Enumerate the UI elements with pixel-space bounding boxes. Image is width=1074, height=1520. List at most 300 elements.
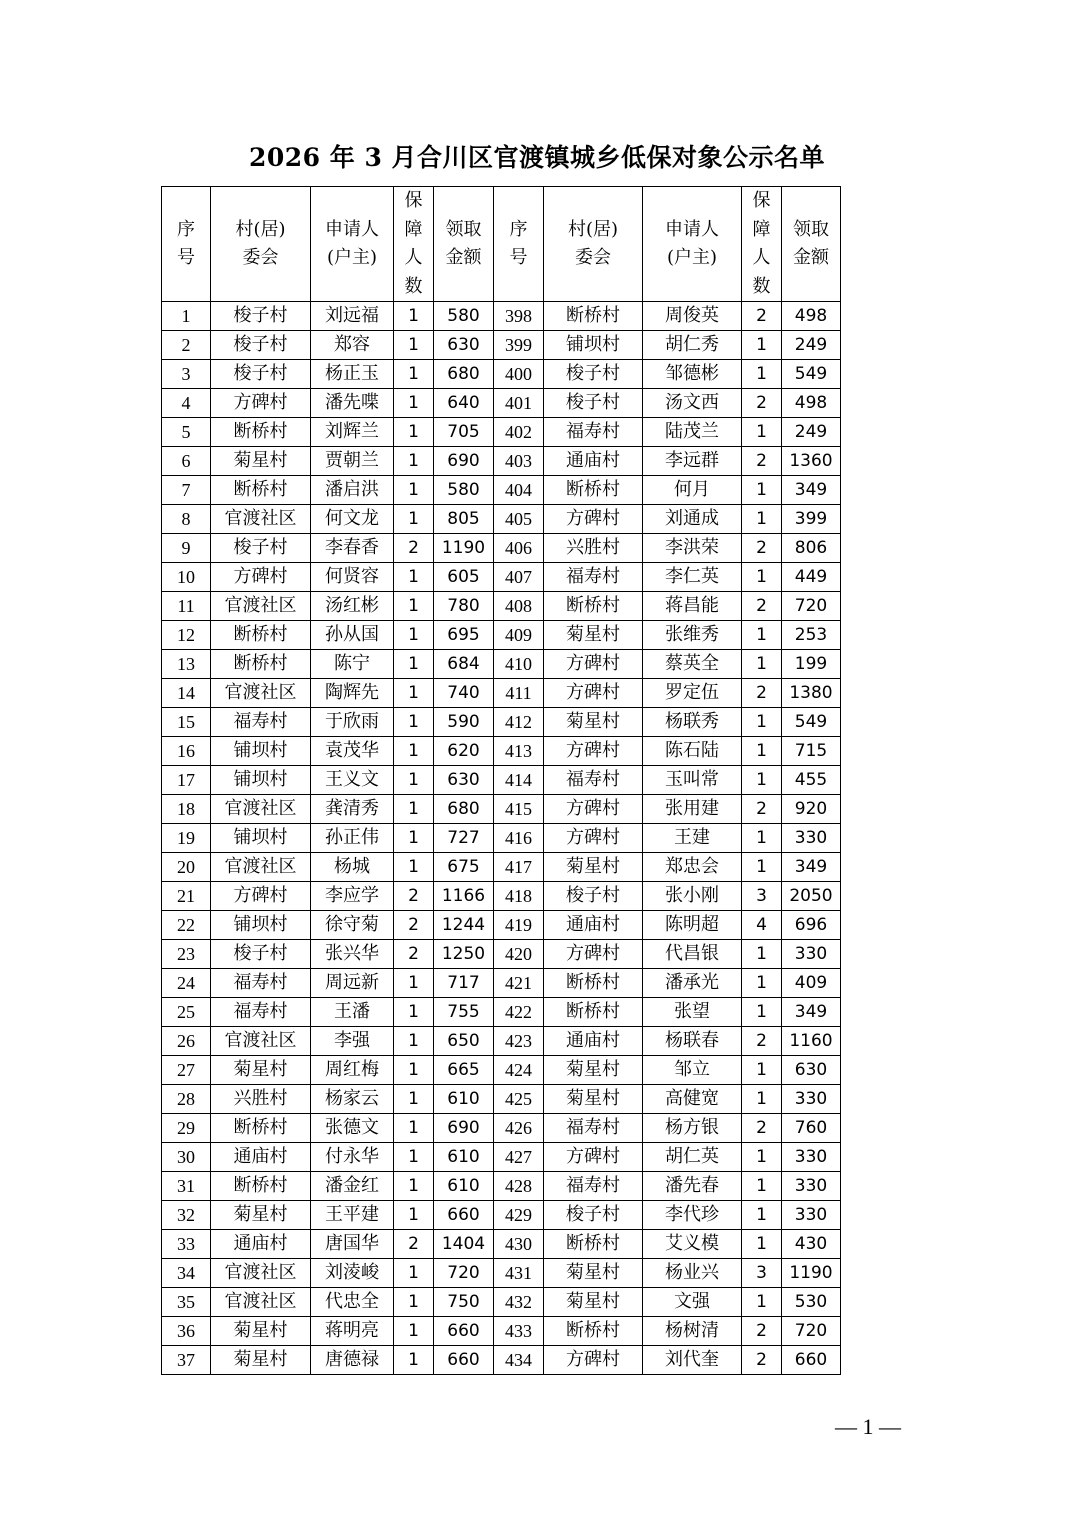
header-line: 序 [177,218,195,240]
applicant-cell: 何文龙 [311,505,394,534]
applicant-cell: 龚清秀 [311,795,394,824]
amount-cell: 660 [782,1346,841,1375]
covered-count-cell: 1 [742,331,782,360]
village-cell: 官渡社区 [211,1027,311,1056]
table-row [162,737,841,766]
applicant-cell: 付永华 [311,1143,394,1172]
amount-cell: 1160 [782,1027,841,1056]
amount-cell: 330 [782,1172,841,1201]
applicant-cell: 杨树清 [643,1317,742,1346]
covered-count-cell: 1 [394,418,434,447]
applicant-cell: 孙从国 [311,621,394,650]
covered-count-cell: 1 [742,1172,782,1201]
amount-cell: 715 [782,737,841,766]
covered-count-cell: 1 [742,360,782,389]
header-line: 序 [509,218,528,240]
applicant-cell: 潘启洪 [311,476,394,505]
village-cell: 福寿村 [211,998,311,1027]
amount-cell: 2050 [782,882,841,911]
applicant-cell: 李远群 [643,447,742,476]
table-row [162,1172,841,1201]
covered-count-cell: 1 [742,1056,782,1085]
applicant-cell: 李仁英 [643,563,742,592]
covered-count-cell: 1 [742,969,782,998]
applicant-cell: 杨联春 [643,1027,742,1056]
header-applicant-2 [643,187,742,302]
village-cell: 梭子村 [544,389,643,418]
table-row [162,505,841,534]
village-cell: 方碑村 [544,679,643,708]
applicant-cell: 张兴华 [311,940,394,969]
header-line: 领取 [445,218,482,240]
header-line: 数 [752,275,771,297]
seq-cell: 21 [162,882,211,911]
seq-cell: 434 [494,1346,544,1375]
applicant-cell: 刘辉兰 [311,418,394,447]
village-cell: 梭子村 [211,331,311,360]
applicant-cell: 蒋昌能 [643,592,742,621]
covered-count-cell: 1 [742,1143,782,1172]
amount-cell: 720 [434,1259,494,1288]
seq-cell: 19 [162,824,211,853]
covered-count-cell: 1 [394,969,434,998]
covered-count-cell: 1 [394,476,434,505]
covered-count-cell: 1 [394,1172,434,1201]
applicant-cell: 于欣雨 [311,708,394,737]
amount-cell: 705 [434,418,494,447]
amount-cell: 349 [782,998,841,1027]
header-village-2 [544,187,643,302]
seq-cell: 5 [162,418,211,447]
amount-cell: 530 [782,1288,841,1317]
header-line: 号 [509,247,528,268]
seq-cell: 423 [494,1027,544,1056]
table-row [162,679,841,708]
amount-cell: 640 [434,389,494,418]
seq-cell: 16 [162,737,211,766]
amount-cell: 1360 [782,447,841,476]
village-cell: 梭子村 [544,882,643,911]
applicant-cell: 杨家云 [311,1085,394,1114]
table-body [162,302,841,1375]
village-cell: 菊星村 [211,1317,311,1346]
applicant-cell: 李代珍 [643,1201,742,1230]
village-cell: 梭子村 [211,940,311,969]
covered-count-cell: 1 [742,563,782,592]
table-row [162,331,841,360]
applicant-cell: 郑忠会 [643,853,742,882]
amount-cell: 717 [434,969,494,998]
village-cell: 官渡社区 [211,505,311,534]
table-row [162,1346,841,1375]
village-cell: 菊星村 [544,1288,643,1317]
header-amount [434,187,494,302]
amount-cell: 549 [782,708,841,737]
seq-cell: 30 [162,1143,211,1172]
amount-cell: 806 [782,534,841,563]
covered-count-cell: 1 [394,708,434,737]
covered-count-cell: 2 [394,882,434,911]
covered-count-cell: 3 [742,1259,782,1288]
village-cell: 梭子村 [211,360,311,389]
amount-cell: 1380 [782,679,841,708]
village-cell: 铺坝村 [211,737,311,766]
seq-cell: 422 [494,998,544,1027]
table-row [162,1201,841,1230]
header-line: 保 [404,190,423,211]
applicant-cell: 陆茂兰 [643,418,742,447]
applicant-cell: 邹德彬 [643,360,742,389]
seq-cell: 398 [494,302,544,331]
table-row [162,1114,841,1143]
applicant-cell: 周俊英 [643,302,742,331]
table-row [162,1317,841,1346]
document-title: 2026 年 3 月合川区官渡镇城乡低保对象公示名单 [248,143,826,172]
covered-count-cell: 2 [394,534,434,563]
table-row [162,882,841,911]
applicant-cell: 贾朝兰 [311,447,394,476]
header-line: 领取 [793,218,829,240]
covered-count-cell: 1 [394,360,434,389]
amount-cell: 349 [782,476,841,505]
covered-count-cell: 1 [394,998,434,1027]
village-cell: 兴胜村 [544,534,643,563]
seq-cell: 415 [494,795,544,824]
covered-count-cell: 1 [742,1085,782,1114]
applicant-cell: 郑容 [311,331,394,360]
village-cell: 断桥村 [211,1172,311,1201]
table-row [162,476,841,505]
header-line: 村(居) [235,218,286,240]
seq-cell: 24 [162,969,211,998]
amount-cell: 399 [782,505,841,534]
applicant-cell: 潘金红 [311,1172,394,1201]
seq-cell: 12 [162,621,211,650]
village-cell: 菊星村 [211,1056,311,1085]
village-cell: 菊星村 [544,1056,643,1085]
covered-count-cell: 1 [394,853,434,882]
applicant-cell: 陈石陆 [643,737,742,766]
seq-cell: 427 [494,1143,544,1172]
village-cell: 方碑村 [544,505,643,534]
village-cell: 方碑村 [544,824,643,853]
covered-count-cell: 1 [394,1201,434,1230]
amount-cell: 330 [782,1143,841,1172]
seq-cell: 29 [162,1114,211,1143]
applicant-cell: 张德文 [311,1114,394,1143]
amount-cell: 249 [782,331,841,360]
applicant-cell: 袁茂华 [311,737,394,766]
covered-count-cell: 1 [394,650,434,679]
amount-cell: 253 [782,621,841,650]
covered-count-cell: 1 [394,447,434,476]
amount-cell: 449 [782,563,841,592]
amount-cell: 1190 [782,1259,841,1288]
covered-count-cell: 1 [394,1143,434,1172]
applicant-cell: 刘淩峻 [311,1259,394,1288]
amount-cell: 498 [782,302,841,331]
village-cell: 铺坝村 [211,824,311,853]
applicant-cell: 周红梅 [311,1056,394,1085]
seq-cell: 14 [162,679,211,708]
header-line: 障 [404,218,423,240]
amount-cell: 650 [434,1027,494,1056]
amount-cell: 610 [434,1085,494,1114]
amount-cell: 620 [434,737,494,766]
seq-cell: 1 [162,302,211,331]
covered-count-cell: 1 [394,389,434,418]
applicant-cell: 艾义模 [643,1230,742,1259]
village-cell: 福寿村 [544,563,643,592]
covered-count-cell: 1 [742,853,782,882]
table-row [162,302,841,331]
seq-cell: 409 [494,621,544,650]
covered-count-cell: 1 [394,824,434,853]
applicant-cell: 蔡英全 [643,650,742,679]
covered-count-cell: 1 [394,331,434,360]
amount-cell: 549 [782,360,841,389]
covered-count-cell: 1 [742,708,782,737]
header-line: (户主) [666,247,718,268]
applicant-cell: 李洪荣 [643,534,742,563]
seq-cell: 27 [162,1056,211,1085]
seq-cell: 430 [494,1230,544,1259]
applicant-cell: 潘先喋 [311,389,394,418]
applicant-cell: 何贤容 [311,563,394,592]
covered-count-cell: 2 [394,911,434,940]
village-cell: 福寿村 [544,1114,643,1143]
amount-cell: 696 [782,911,841,940]
village-cell: 菊星村 [544,1085,643,1114]
seq-cell: 401 [494,389,544,418]
amount-cell: 760 [782,1114,841,1143]
applicant-cell: 玉叫常 [643,766,742,795]
covered-count-cell: 1 [742,824,782,853]
header-covered-count [394,187,434,302]
applicant-cell: 胡仁秀 [643,331,742,360]
applicant-cell: 张小刚 [643,882,742,911]
covered-count-cell: 2 [742,534,782,563]
covered-count-cell: 1 [394,1085,434,1114]
seq-cell: 28 [162,1085,211,1114]
applicant-cell: 王平建 [311,1201,394,1230]
amount-cell: 680 [434,795,494,824]
amount-cell: 805 [434,505,494,534]
header-line: 人 [752,247,771,268]
covered-count-cell: 1 [394,1288,434,1317]
village-cell: 兴胜村 [211,1085,311,1114]
amount-cell: 684 [434,650,494,679]
seq-cell: 18 [162,795,211,824]
covered-count-cell: 2 [742,302,782,331]
header-line: (户主) [326,247,378,268]
amount-cell: 720 [782,592,841,621]
seq-cell: 7 [162,476,211,505]
covered-count-cell: 1 [742,418,782,447]
covered-count-cell: 2 [742,389,782,418]
covered-count-cell: 2 [742,447,782,476]
seq-cell: 17 [162,766,211,795]
amount-cell: 430 [782,1230,841,1259]
table-row [162,1143,841,1172]
table-row [162,1056,841,1085]
seq-cell: 36 [162,1317,211,1346]
table-row [162,824,841,853]
seq-cell: 407 [494,563,544,592]
village-cell: 菊星村 [544,708,643,737]
applicant-cell: 陶辉先 [311,679,394,708]
covered-count-cell: 1 [394,1056,434,1085]
seq-cell: 425 [494,1085,544,1114]
amount-cell: 330 [782,940,841,969]
amount-cell: 675 [434,853,494,882]
covered-count-cell: 1 [742,1201,782,1230]
amount-cell: 330 [782,824,841,853]
seq-cell: 33 [162,1230,211,1259]
seq-cell: 10 [162,563,211,592]
table-row [162,940,841,969]
amount-cell: 690 [434,447,494,476]
seq-cell: 404 [494,476,544,505]
applicant-cell: 代忠全 [311,1288,394,1317]
covered-count-cell: 2 [742,1114,782,1143]
seq-cell: 429 [494,1201,544,1230]
village-cell: 方碑村 [544,940,643,969]
applicant-cell: 李强 [311,1027,394,1056]
seq-cell: 9 [162,534,211,563]
amount-cell: 330 [782,1201,841,1230]
village-cell: 官渡社区 [211,1259,311,1288]
header-line: 金额 [445,247,482,268]
header-line: 申请人 [665,218,719,240]
seq-cell: 411 [494,679,544,708]
table-row [162,911,841,940]
amount-cell: 660 [434,1201,494,1230]
table-row [162,534,841,563]
covered-count-cell: 1 [394,795,434,824]
covered-count-cell: 1 [742,650,782,679]
covered-count-cell: 2 [742,1027,782,1056]
amount-cell: 920 [782,795,841,824]
seq-cell: 428 [494,1172,544,1201]
village-cell: 方碑村 [544,1143,643,1172]
covered-count-cell: 1 [742,998,782,1027]
seq-cell: 420 [494,940,544,969]
village-cell: 菊星村 [544,621,643,650]
seq-cell: 25 [162,998,211,1027]
seq-cell: 432 [494,1288,544,1317]
covered-count-cell: 2 [394,940,434,969]
applicant-cell: 张维秀 [643,621,742,650]
amount-cell: 349 [782,853,841,882]
village-cell: 官渡社区 [211,1288,311,1317]
seq-cell: 32 [162,1201,211,1230]
amount-cell: 750 [434,1288,494,1317]
table-row [162,853,841,882]
village-cell: 通庙村 [544,1027,643,1056]
village-cell: 菊星村 [544,853,643,882]
covered-count-cell: 2 [742,795,782,824]
seq-cell: 418 [494,882,544,911]
amount-cell: 665 [434,1056,494,1085]
village-cell: 断桥村 [211,1114,311,1143]
seq-cell: 402 [494,418,544,447]
applicant-cell: 代昌银 [643,940,742,969]
seq-cell: 3 [162,360,211,389]
village-cell: 方碑村 [211,882,311,911]
seq-cell: 410 [494,650,544,679]
village-cell: 方碑村 [544,737,643,766]
applicant-cell: 杨方银 [643,1114,742,1143]
amount-cell: 660 [434,1317,494,1346]
village-cell: 铺坝村 [544,331,643,360]
village-cell: 梭子村 [211,534,311,563]
applicant-cell: 蒋明亮 [311,1317,394,1346]
seq-cell: 34 [162,1259,211,1288]
applicant-cell: 王潘 [311,998,394,1027]
covered-count-cell: 1 [742,1288,782,1317]
amount-cell: 1404 [434,1230,494,1259]
village-cell: 福寿村 [544,418,643,447]
seq-cell: 11 [162,592,211,621]
covered-count-cell: 1 [394,302,434,331]
amount-cell: 740 [434,679,494,708]
village-cell: 菊星村 [211,1201,311,1230]
covered-count-cell: 1 [394,1317,434,1346]
village-cell: 断桥村 [544,592,643,621]
seq-cell: 412 [494,708,544,737]
covered-count-cell: 1 [742,737,782,766]
applicant-cell: 周远新 [311,969,394,998]
covered-count-cell: 2 [742,1346,782,1375]
header-line: 委会 [575,247,611,268]
village-cell: 通庙村 [544,447,643,476]
header-line: 人 [404,247,423,268]
seq-cell: 6 [162,447,211,476]
village-cell: 通庙村 [544,911,643,940]
village-cell: 官渡社区 [211,853,311,882]
village-cell: 菊星村 [211,447,311,476]
village-cell: 官渡社区 [211,592,311,621]
village-cell: 铺坝村 [211,911,311,940]
applicant-cell: 杨业兴 [643,1259,742,1288]
applicant-cell: 孙正伟 [311,824,394,853]
seq-cell: 421 [494,969,544,998]
seq-cell: 403 [494,447,544,476]
seq-cell: 37 [162,1346,211,1375]
seq-cell: 417 [494,853,544,882]
header-line: 号 [177,247,195,268]
covered-count-cell: 1 [394,1114,434,1143]
covered-count-cell: 2 [742,1317,782,1346]
table-row [162,360,841,389]
village-cell: 官渡社区 [211,795,311,824]
table-row [162,998,841,1027]
amount-cell: 720 [782,1317,841,1346]
covered-count-cell: 1 [394,737,434,766]
seq-cell: 413 [494,737,544,766]
covered-count-cell: 1 [394,1027,434,1056]
applicant-cell: 刘代奎 [643,1346,742,1375]
seq-cell: 426 [494,1114,544,1143]
applicant-cell: 王义文 [311,766,394,795]
applicant-cell: 刘通成 [643,505,742,534]
seq-cell: 405 [494,505,544,534]
village-cell: 梭子村 [211,302,311,331]
seq-cell: 414 [494,766,544,795]
table-row [162,447,841,476]
amount-cell: 409 [782,969,841,998]
